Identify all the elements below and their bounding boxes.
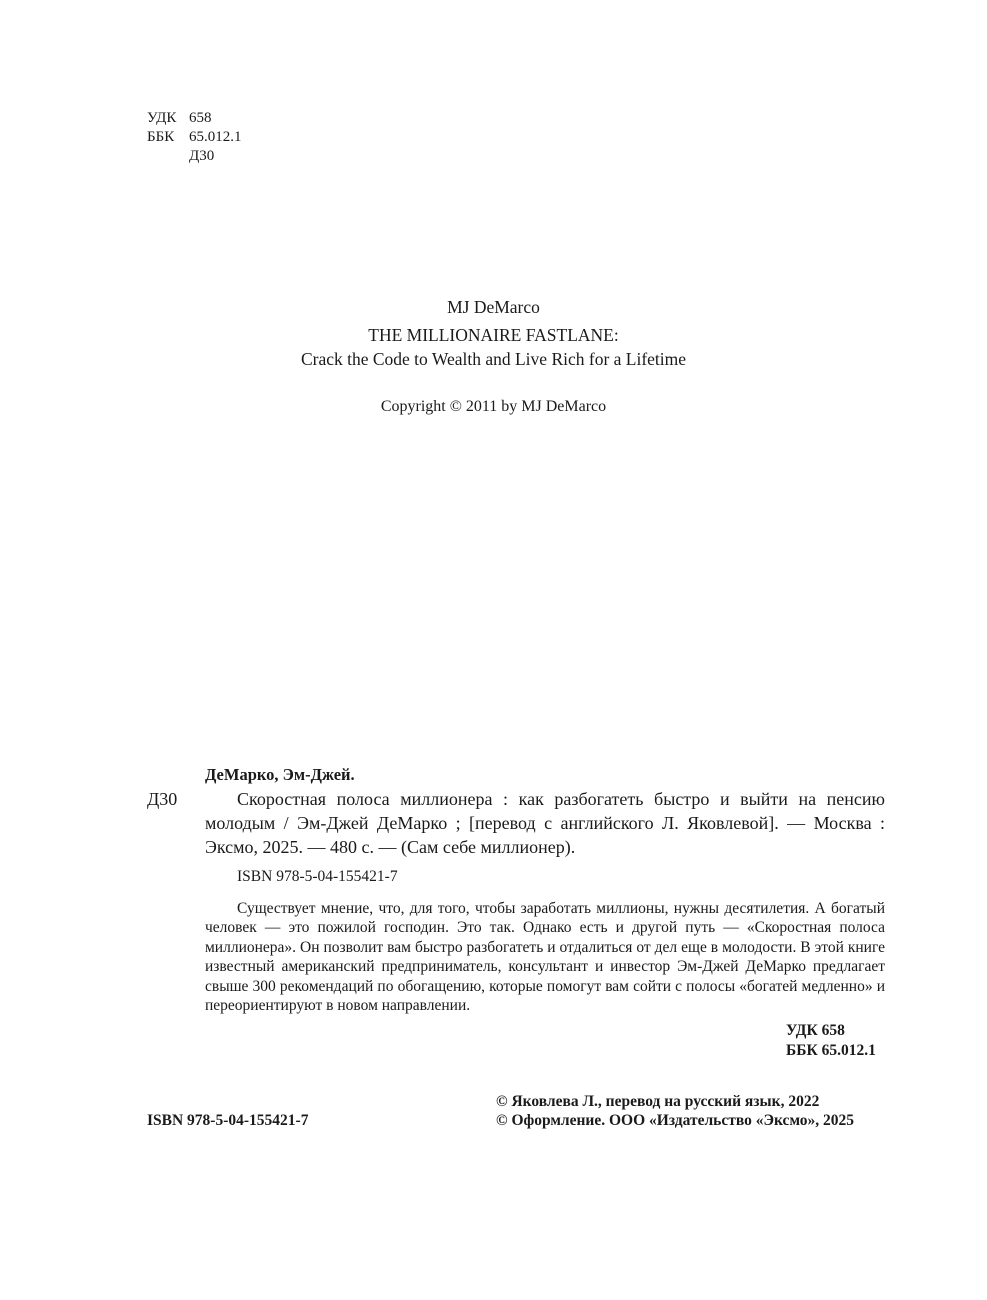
footer-isbn: ISBN 978-5-04-155421-7 (147, 1112, 309, 1129)
record-udk: УДК 658 (786, 1022, 845, 1039)
original-title: THE MILLIONAIRE FASTLANE: (368, 325, 619, 345)
footer-copyright-translation: © Яковлева Л., перевод на русский язык, 2022 (496, 1093, 820, 1110)
bbk-label: ББК (147, 129, 175, 145)
author-mark: Д30 (189, 148, 215, 164)
udk-value: 658 (189, 110, 212, 126)
bbk-line (147, 128, 242, 147)
record-author-heading: ДеМарко, Эм-Джей. (205, 765, 355, 784)
record-isbn: ISBN 978-5-04-155421-7 (237, 868, 398, 885)
original-author: MJ DeMarco (447, 297, 540, 317)
record-annotation: Существует мнение, что, для того, чтобы заработать миллионы, нужны десятилетия. А богатый человек — это пожилой господин. Это так. Однако есть и другой путь — «Скоростная полоса миллионера». Он позволит вам быстро разбогатеть и отдалиться от дел еще в молодости. В этой книге известный американский предприниматель, консультант и инвестор Эм-Джей ДеМарко предлагает свыше 300 рекомендаций по обогащению, которые помогут вам сойти с полосы «богатей медленно» и переориентируют в новом направлении. (205, 900, 885, 1015)
record-description: Скоростная полоса миллионера : как разбогатеть быстро и выйти на пенсию молодым / Эм-Джей ДеМарко ; [перевод с английского Л. Яковлевой]. — Москва : Эксмо, 2025. — 480 с. — (Сам себе миллионер). (205, 789, 885, 857)
author-mark-line (147, 147, 214, 166)
bbk-value: 65.012.1 (189, 129, 242, 145)
footer-copyright-design: © Оформление. ООО «Издательство «Эксмо», 2025 (496, 1112, 855, 1129)
record-code: Д30 (147, 789, 178, 809)
original-subtitle: Crack the Code to Wealth and Live Rich for a Lifetime (300, 349, 687, 369)
udk-label: УДК (147, 110, 177, 126)
original-copyright: Copyright © 2011 by MJ DeMarco (380, 398, 607, 415)
udk-line (147, 109, 212, 128)
record-bbk: ББК 65.012.1 (786, 1042, 876, 1059)
